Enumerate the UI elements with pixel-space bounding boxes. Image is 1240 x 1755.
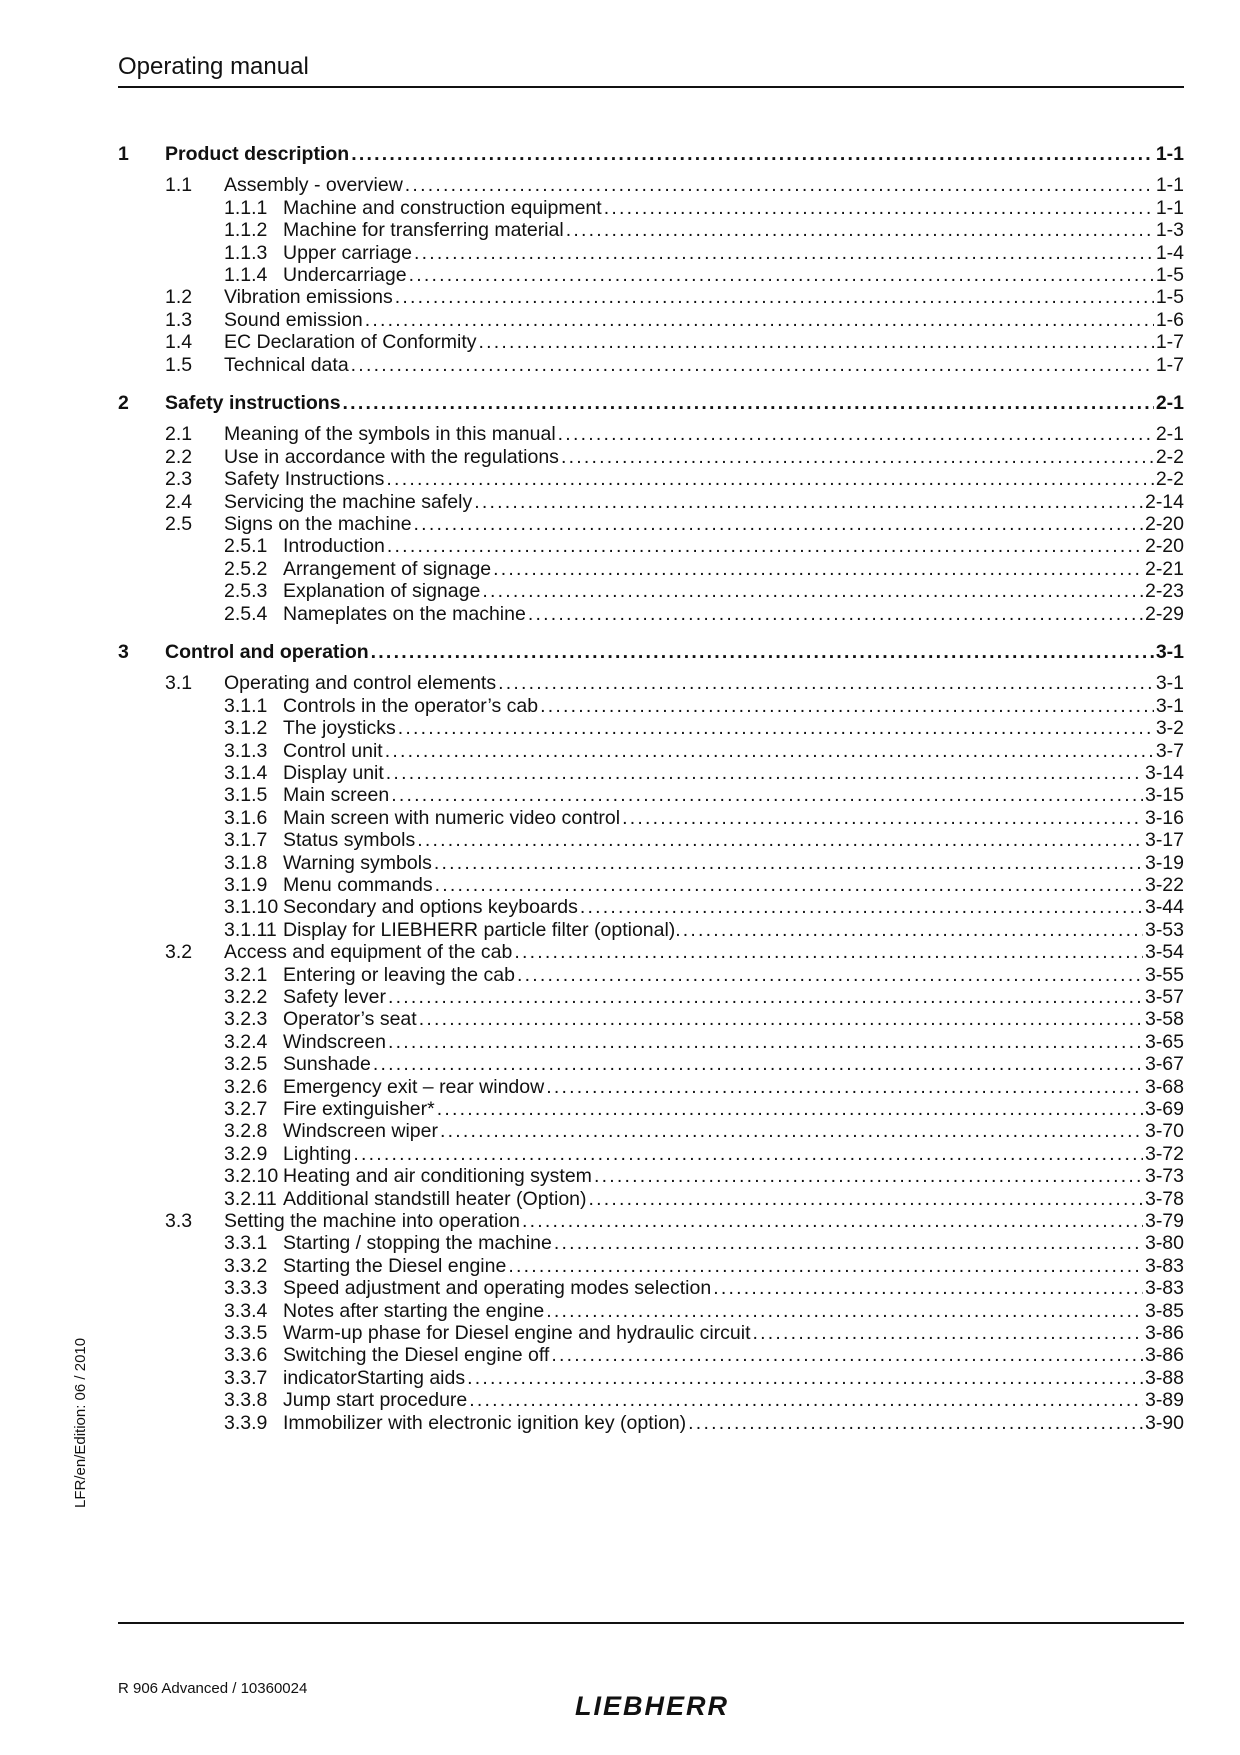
toc-entry-sub (118, 918, 1184, 943)
toc-entry-number: 3.2.11 (224, 1187, 277, 1210)
toc-entry-number: 3.1.3 (224, 739, 268, 762)
toc-entry-page: 3-86 (1144, 1322, 1184, 1344)
toc-entry-title: Secondary and options keyboards (283, 896, 578, 919)
toc-entry-page: 3-67 (1144, 1053, 1184, 1076)
toc-entry-section (118, 940, 1184, 965)
toc-entry-page: 2-21 (1144, 557, 1184, 580)
toc-entry-sub (118, 806, 1184, 831)
toc-entry-page: 3-72 (1144, 1142, 1184, 1165)
toc-entry-sub (118, 1030, 1184, 1055)
toc-entry-page: 2-1 (1155, 423, 1184, 446)
toc-entry-page: 3-83 (1144, 1254, 1184, 1277)
dot-leader (371, 640, 1154, 665)
toc-entry-page: 3-55 (1144, 963, 1184, 986)
toc-entry-page: 3-73 (1144, 1165, 1184, 1188)
toc-entry-sub (118, 1097, 1184, 1122)
toc-entry-number: 3.2.3 (224, 1008, 268, 1031)
toc-entry-sub (118, 1321, 1184, 1346)
toc-entry-page: 1-4 (1155, 241, 1184, 264)
toc-entry-number: 3.1.2 (224, 717, 268, 740)
toc-entry-sub (118, 873, 1184, 898)
dot-leader (385, 739, 1154, 764)
toc-entry-title: Nameplates on the machine (283, 602, 526, 625)
dot-leader (417, 828, 1143, 853)
toc-entry-sub (118, 1254, 1184, 1279)
toc-entry-title: Jump start procedure (283, 1389, 468, 1412)
dot-leader (479, 330, 1154, 355)
toc-entry-page: 3-70 (1144, 1120, 1184, 1143)
toc-entry-number: 3.1 (165, 672, 193, 695)
toc-entry-page: 1-7 (1155, 331, 1184, 354)
toc-entry-number: 3 (118, 641, 129, 663)
toc-entry-section (118, 285, 1184, 310)
dot-leader (522, 1209, 1143, 1234)
toc-entry-page: 1-5 (1155, 264, 1184, 286)
toc-entry-page: 1-1 (1155, 174, 1184, 197)
toc-entry-title: Servicing the machine safely (224, 490, 473, 513)
toc-entry-title: Machine and construction equipment (283, 196, 602, 219)
toc-entry-title: EC Declaration of Conformity (224, 331, 477, 354)
toc-entry-sub (118, 1343, 1184, 1368)
dot-leader (351, 353, 1154, 378)
dot-leader (622, 806, 1143, 831)
toc-entry-number: 3.1.5 (224, 784, 268, 807)
toc-entry-page: 1-6 (1155, 308, 1184, 331)
toc-entry-number: 1.3 (165, 308, 193, 331)
dot-leader (405, 173, 1154, 198)
dot-leader (398, 716, 1154, 741)
toc-entry-title: Notes after starting the engine (283, 1299, 545, 1322)
dot-leader (409, 263, 1154, 288)
header-title: Operating manual (118, 53, 309, 80)
toc-entry-sub (118, 1187, 1184, 1212)
toc-entry-title: Setting the machine into operation (224, 1210, 520, 1232)
toc-entry-page: 2-23 (1144, 580, 1184, 603)
toc-entry-page: 3-1 (1155, 672, 1184, 695)
toc-entry-title: Control and operation (165, 641, 369, 663)
dot-leader (437, 1097, 1143, 1122)
dot-leader (508, 1254, 1143, 1279)
toc-entry-section (118, 173, 1184, 198)
toc-entry-sub (118, 828, 1184, 853)
toc-entry-page: 3-1 (1155, 641, 1184, 663)
toc-entry-number: 1.2 (165, 286, 193, 309)
toc-entry-number: 3.1.10 (224, 896, 279, 919)
toc-entry-sub (118, 895, 1184, 920)
toc-entry-number: 3.3.4 (224, 1299, 268, 1322)
toc-entry-sub (118, 579, 1184, 604)
toc-entry-title: Sunshade (283, 1053, 371, 1076)
toc-entry-title: Meaning of the symbols in this manual (224, 423, 556, 446)
liebherr-logo-text: LIEBHERR (574, 1692, 730, 1718)
dot-leader (343, 391, 1154, 416)
toc-entry-title: Warm-up phase for Diesel engine and hydraulic circuit (283, 1322, 751, 1344)
toc-entry-sub (118, 1299, 1184, 1324)
toc-entry-number: 3.3 (165, 1210, 193, 1232)
toc-entry-title: Entering or leaving the cab (283, 963, 515, 986)
toc-entry-title: Switching the Diesel engine off (283, 1344, 550, 1367)
toc-entry-sub (118, 1007, 1184, 1032)
dot-leader (434, 851, 1143, 876)
dot-leader (493, 557, 1143, 582)
toc-entry-title: Controls in the operator’s cab (283, 694, 539, 717)
toc-entry-sub (118, 739, 1184, 764)
dot-leader (388, 985, 1143, 1010)
toc-entry-number: 1.1.2 (224, 219, 268, 242)
toc-entry-sub (118, 1052, 1184, 1077)
toc-entry-title: Introduction (283, 535, 385, 558)
toc-entry-title: Windscreen (283, 1030, 386, 1053)
toc-entry-section (118, 512, 1184, 537)
toc-entry-number: 3.1.4 (224, 762, 268, 784)
toc-entry-page: 3-15 (1144, 784, 1184, 807)
toc-entry-section (118, 1209, 1184, 1234)
toc-entry-title: Display for LIEBHERR particle filter (optional). (283, 918, 681, 941)
toc-entry-number: 1 (118, 143, 129, 165)
toc-entry-title: Display unit (283, 762, 384, 784)
toc-entry-page: 3-68 (1144, 1075, 1184, 1098)
toc-entry-page: 3-1 (1155, 694, 1184, 717)
dot-leader (386, 467, 1153, 492)
toc-entry-page: 3-85 (1144, 1299, 1184, 1322)
dot-leader (387, 534, 1143, 559)
dot-leader (594, 1164, 1143, 1189)
toc-entry-sub (118, 1276, 1184, 1301)
toc-entry-page: 3-7 (1155, 739, 1184, 762)
toc-entry-title: Speed adjustment and operating modes selection (283, 1277, 712, 1300)
toc-entry-page: 3-17 (1144, 829, 1184, 852)
toc-entry-page: 1-1 (1155, 196, 1184, 219)
toc-entry-sub (118, 694, 1184, 719)
toc-entry-sub (118, 1231, 1184, 1256)
toc-entry-page: 3-69 (1144, 1098, 1184, 1120)
dot-leader (580, 895, 1143, 920)
toc-entry-number: 1.5 (165, 353, 193, 376)
toc-entry-number: 3.2.9 (224, 1142, 268, 1165)
toc-entry-page: 3-58 (1144, 1008, 1184, 1031)
toc-entry-title: Lighting (283, 1142, 352, 1165)
toc-entry-sub (118, 1119, 1184, 1144)
toc-entry-page: 3-78 (1144, 1187, 1184, 1210)
dot-leader (474, 490, 1143, 515)
toc-entry-sub (118, 534, 1184, 559)
dot-leader (589, 1187, 1143, 1212)
toc-entry-page: 2-29 (1144, 602, 1184, 625)
toc-entry-number: 3.2.10 (224, 1165, 279, 1188)
toc-entry-title: Operator’s seat (283, 1008, 417, 1031)
toc-entry-title: Windscreen wiper (283, 1120, 438, 1143)
toc-entry-page: 1-7 (1155, 353, 1184, 376)
dot-leader (373, 1052, 1143, 1077)
dot-leader (388, 1030, 1143, 1055)
toc-entry-title: Explanation of signage (283, 580, 481, 603)
toc-entry-section (118, 671, 1184, 696)
toc-entry-page: 1-1 (1155, 143, 1184, 165)
footer-document-reference: R 906 Advanced / 10360024 (118, 1680, 308, 1697)
toc-entry-title: Operating and control elements (224, 672, 497, 695)
toc-entry-number: 3.1.7 (224, 829, 268, 852)
toc-entry-page: 2-20 (1144, 513, 1184, 535)
toc-entry-number: 1.1.3 (224, 241, 268, 264)
toc-entry-number: 2.5 (165, 513, 193, 535)
dot-leader (419, 1007, 1143, 1032)
toc-entry-title: Signs on the machine (224, 513, 412, 535)
toc-entry-number: 3.3.2 (224, 1254, 268, 1277)
toc-entry-sub (118, 1388, 1184, 1413)
dot-leader (365, 308, 1154, 333)
toc-entry-sub (118, 1366, 1184, 1391)
toc-entry-number: 3.3.9 (224, 1411, 268, 1434)
toc-entry-page: 3-79 (1144, 1210, 1184, 1232)
toc-entry-number: 1.4 (165, 331, 193, 354)
toc-entry-title: Warning symbols (283, 851, 432, 874)
toc-entry-title: Starting / stopping the machine (283, 1232, 552, 1255)
toc-entry-title: indicatorStarting aids (283, 1366, 466, 1389)
toc-entry-chapter (118, 640, 1184, 665)
toc-entry-title: Access and equipment of the cab (224, 941, 513, 964)
toc-entry-number: 3.2.1 (224, 963, 268, 986)
toc-entry-number: 3.2.4 (224, 1030, 268, 1053)
toc-entry-title: Menu commands (283, 874, 433, 896)
toc-entry-page: 2-2 (1155, 445, 1184, 468)
toc-entry-title: Emergency exit – rear window (283, 1075, 545, 1098)
toc-entry-sub (118, 1075, 1184, 1100)
dot-leader (440, 1119, 1143, 1144)
toc-entry-number: 2.1 (165, 423, 193, 446)
toc-entry-page: 3-88 (1144, 1366, 1184, 1389)
toc-entry-title: Safety Instructions (224, 468, 385, 491)
toc-entry-title: Main screen (283, 784, 390, 807)
dot-leader (514, 940, 1143, 965)
toc-entry-number: 3.2.2 (224, 986, 268, 1008)
dot-leader (498, 671, 1154, 696)
toc-entry-sub (118, 1142, 1184, 1167)
toc-entry-number: 3.3.1 (224, 1232, 268, 1255)
toc-entry-number: 3.3.3 (224, 1277, 268, 1300)
toc-entry-sub (118, 716, 1184, 741)
toc-entry-number: 3.2.6 (224, 1075, 268, 1098)
toc-entry-number: 1.1 (165, 174, 193, 197)
toc-entry-number: 3.3.8 (224, 1389, 268, 1412)
dot-leader (353, 1142, 1143, 1167)
dot-leader (546, 1075, 1143, 1100)
toc-entry-sub (118, 241, 1184, 266)
dot-leader (604, 196, 1154, 221)
liebherr-logo-graphic (555, 1692, 750, 1718)
dot-leader (554, 1231, 1143, 1256)
toc-entry-page: 2-20 (1144, 535, 1184, 558)
toc-entry-number: 3.1.11 (224, 918, 277, 941)
toc-entry-number: 3.2 (165, 941, 193, 964)
toc-entry-title: Undercarriage (283, 264, 407, 286)
edition-note: LFR/en/Edition: 06 / 2010 (72, 1337, 89, 1508)
toc-entry-sub (118, 851, 1184, 876)
dot-leader (414, 241, 1154, 266)
dot-leader (482, 579, 1143, 604)
toc-entry-page: 1-3 (1155, 219, 1184, 242)
toc-entry-number: 2 (118, 392, 129, 414)
dot-leader (469, 1388, 1143, 1413)
toc-entry-number: 2.4 (165, 490, 193, 513)
toc-entry-page: 2-2 (1155, 468, 1184, 491)
toc-entry-title: Upper carriage (283, 241, 412, 264)
toc-entry-title: Assembly - overview (224, 174, 403, 197)
dot-leader (517, 963, 1143, 988)
toc-entry-title: The joysticks (283, 717, 396, 740)
toc-entry-page: 2-1 (1155, 392, 1184, 414)
toc-entry-page: 3-83 (1144, 1277, 1184, 1300)
toc-entry-page: 3-90 (1144, 1411, 1184, 1434)
toc-entry-page: 2-14 (1144, 490, 1184, 513)
dot-leader (467, 1366, 1143, 1391)
toc-entry-title: Starting the Diesel engine (283, 1254, 507, 1277)
toc-entry-section (118, 422, 1184, 447)
toc-entry-number: 2.5.4 (224, 602, 268, 625)
dot-leader (391, 783, 1143, 808)
toc-entry-section (118, 490, 1184, 515)
toc-entry-chapter (118, 142, 1184, 167)
toc-entry-page: 3-89 (1144, 1389, 1184, 1412)
dot-leader (713, 1276, 1143, 1301)
toc-entry-title: Heating and air conditioning system (283, 1165, 592, 1188)
toc-entry-number: 3.1.6 (224, 806, 268, 829)
dot-leader (386, 761, 1143, 786)
dot-leader (546, 1299, 1143, 1324)
toc-entry-title: Sound emission (224, 308, 363, 331)
dot-leader (395, 285, 1154, 310)
dot-leader (566, 218, 1154, 243)
toc-entry-page: 3-14 (1144, 762, 1184, 784)
dot-leader (435, 873, 1143, 898)
toc-entry-number: 2.3 (165, 468, 193, 491)
toc-entry-number: 2.5.2 (224, 557, 268, 580)
toc-entry-page: 3-19 (1144, 851, 1184, 874)
toc-entry-page: 3-2 (1155, 717, 1184, 740)
toc-entry-title: Safety instructions (165, 392, 341, 414)
toc-entry-title: Machine for transferring material (283, 219, 564, 242)
toc-entry-page: 3-53 (1144, 918, 1184, 941)
toc-entry-title: Use in accordance with the regulations (224, 445, 559, 468)
toc-entry-section (118, 353, 1184, 378)
dot-leader (351, 142, 1154, 167)
toc-entry-title: Fire extinguisher* (283, 1098, 435, 1120)
toc-entry-page: 3-44 (1144, 896, 1184, 919)
dot-leader (551, 1343, 1143, 1368)
toc-entry-number: 3.1.1 (224, 694, 268, 717)
toc-entry-sub (118, 963, 1184, 988)
dot-leader (558, 422, 1154, 447)
liebherr-logo (555, 1692, 750, 1718)
toc-entry-sub (118, 196, 1184, 221)
toc-entry-title: Technical data (224, 353, 349, 376)
toc-entry-number: 2.5.3 (224, 580, 268, 603)
toc-entry-number: 2.2 (165, 445, 193, 468)
toc-entry-page: 3-16 (1144, 806, 1184, 829)
toc-entry-sub (118, 557, 1184, 582)
toc-entry-sub (118, 602, 1184, 627)
toc-entry-title: Additional standstill heater (Option) (283, 1187, 587, 1210)
toc-entry-sub (118, 218, 1184, 243)
toc-entry-section (118, 330, 1184, 355)
toc-entry-sub (118, 263, 1184, 288)
dot-leader (561, 445, 1154, 470)
dot-leader (540, 694, 1154, 719)
toc-entry-sub (118, 783, 1184, 808)
toc-entry-section (118, 308, 1184, 333)
toc-entry-sub (118, 761, 1184, 786)
dot-leader (528, 602, 1143, 627)
toc-entry-number: 3.2.5 (224, 1053, 268, 1076)
toc-entry-title: Arrangement of signage (283, 557, 492, 580)
toc-entry-chapter (118, 391, 1184, 416)
toc-entry-number: 2.5.1 (224, 535, 268, 558)
toc-entry-page: 3-65 (1144, 1030, 1184, 1053)
toc-entry-section (118, 467, 1184, 492)
toc-entry-page: 1-5 (1155, 286, 1184, 309)
toc-entry-number: 1.1.4 (224, 264, 268, 286)
toc-entry-number: 3.3.6 (224, 1344, 268, 1367)
toc-entry-number: 3.3.7 (224, 1366, 268, 1389)
toc-entry-page: 3-57 (1144, 986, 1184, 1008)
dot-leader (414, 512, 1143, 537)
toc-entry-title: Status symbols (283, 829, 416, 852)
toc-entry-sub (118, 1411, 1184, 1436)
toc-entry-number: 3.2.7 (224, 1098, 268, 1120)
footer-divider (118, 1622, 1184, 1624)
toc-entry-number: 3.1.8 (224, 851, 268, 874)
toc-entry-number: 3.2.8 (224, 1120, 268, 1143)
toc-entry-section (118, 445, 1184, 470)
toc-entry-page: 3-86 (1144, 1344, 1184, 1367)
page-header (118, 52, 1184, 88)
toc-entry-page: 3-80 (1144, 1232, 1184, 1255)
toc-entry-title: Control unit (283, 739, 383, 762)
toc-entry-title: Immobilizer with electronic ignition key (option) (283, 1411, 687, 1434)
dot-leader (688, 1411, 1143, 1436)
toc-entry-title: Product description (165, 143, 350, 165)
toc-entry-page: 3-22 (1144, 874, 1184, 896)
toc-entry-page: 3-54 (1144, 941, 1184, 964)
toc-entry-sub (118, 985, 1184, 1010)
dot-leader (753, 1321, 1143, 1346)
toc-entry-number: 3.1.9 (224, 874, 268, 896)
toc-entry-number: 3.3.5 (224, 1322, 268, 1344)
toc-entry-title: Main screen with numeric video control (283, 806, 621, 829)
toc-entry-title: Vibration emissions (224, 286, 393, 309)
dot-leader (683, 918, 1143, 943)
toc-entry-title: Safety lever (283, 986, 386, 1008)
toc-entry-sub (118, 1164, 1184, 1189)
toc-entry-number: 1.1.1 (224, 196, 268, 219)
